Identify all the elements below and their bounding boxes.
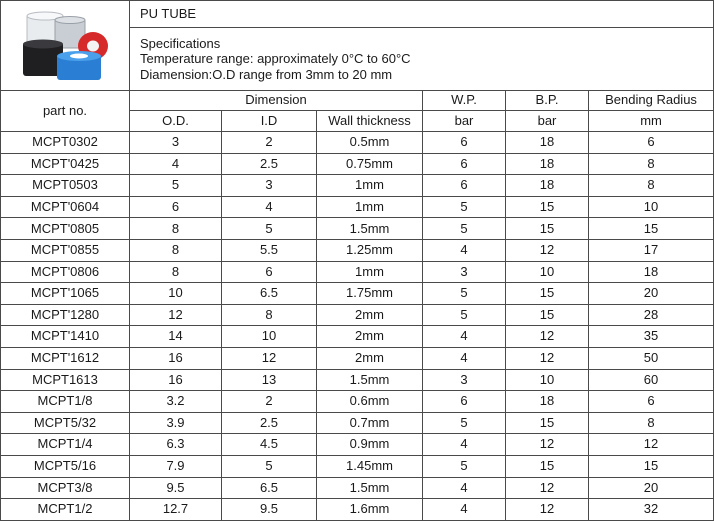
table-row	[1, 175, 714, 197]
spec-dimension-range: Diamension:O.D range from 3mm to 20 mm	[140, 66, 393, 82]
table-row	[1, 283, 714, 305]
product-title: PU TUBE	[130, 1, 714, 28]
cell-bending-radius: 8	[589, 412, 714, 434]
cell-bp: 15	[506, 412, 589, 434]
cell-od: 8	[130, 218, 222, 240]
cell-part-no: MCPT'0806	[1, 261, 130, 283]
cell-part-no: MCPT'0425	[1, 153, 130, 175]
table-row	[1, 369, 714, 391]
cell-wp: 5	[423, 283, 506, 305]
table-row	[1, 434, 714, 456]
cell-wp: 4	[423, 499, 506, 521]
cell-wp: 4	[423, 434, 506, 456]
cell-wall-thickness: 0.5mm	[317, 132, 423, 154]
cell-part-no: MCPT'1410	[1, 326, 130, 348]
cell-bp: 12	[506, 239, 589, 261]
cell-bending-radius: 6	[589, 132, 714, 154]
cell-wall-thickness: 1mm	[317, 261, 423, 283]
table-row	[1, 132, 714, 154]
cell-bp: 12	[506, 347, 589, 369]
table-row	[1, 153, 714, 175]
cell-od: 12	[130, 304, 222, 326]
cell-bending-radius: 18	[589, 261, 714, 283]
cell-wall-thickness: 1mm	[317, 196, 423, 218]
cell-od: 9.5	[130, 477, 222, 499]
header-bending-radius: Bending Radius	[589, 91, 714, 111]
cell-id: 6.5	[222, 477, 317, 499]
cell-wp: 4	[423, 347, 506, 369]
cell-bending-radius: 60	[589, 369, 714, 391]
cell-bp: 15	[506, 196, 589, 218]
cell-od: 3.2	[130, 391, 222, 413]
cell-wall-thickness: 1.5mm	[317, 477, 423, 499]
cell-bp: 10	[506, 369, 589, 391]
header-wp-unit: bar	[423, 111, 506, 132]
cell-part-no: MCPT5/16	[1, 455, 130, 477]
table-row	[1, 455, 714, 477]
cell-id: 2.5	[222, 153, 317, 175]
cell-wall-thickness: 0.6mm	[317, 391, 423, 413]
cell-od: 8	[130, 239, 222, 261]
table-row	[1, 239, 714, 261]
cell-part-no: MCPT1/8	[1, 391, 130, 413]
cell-id: 10	[222, 326, 317, 348]
cell-part-no: MCPT3/8	[1, 477, 130, 499]
cell-bending-radius: 10	[589, 196, 714, 218]
cell-bp: 18	[506, 153, 589, 175]
header-wall-thickness: Wall thickness	[317, 111, 423, 132]
cell-id: 6	[222, 261, 317, 283]
cell-wp: 6	[423, 175, 506, 197]
cell-wp: 6	[423, 132, 506, 154]
cell-wp: 5	[423, 218, 506, 240]
header-bp-unit: bar	[506, 111, 589, 132]
cell-bending-radius: 17	[589, 239, 714, 261]
cell-id: 9.5	[222, 499, 317, 521]
cell-bending-radius: 6	[589, 391, 714, 413]
cell-id: 4	[222, 196, 317, 218]
cell-id: 5	[222, 218, 317, 240]
cell-part-no: MCPT1/2	[1, 499, 130, 521]
header-dimension: Dimension	[130, 91, 423, 111]
cell-bending-radius: 28	[589, 304, 714, 326]
cell-bp: 10	[506, 261, 589, 283]
cell-wall-thickness: 1.45mm	[317, 455, 423, 477]
cell-id: 2	[222, 132, 317, 154]
cell-part-no: MCPT'1065	[1, 283, 130, 305]
cell-part-no: MCPT1613	[1, 369, 130, 391]
cell-od: 6	[130, 196, 222, 218]
header-id: I.D	[222, 111, 317, 132]
cell-bending-radius: 15	[589, 218, 714, 240]
cell-od: 12.7	[130, 499, 222, 521]
cell-wp: 6	[423, 391, 506, 413]
cell-id: 3	[222, 175, 317, 197]
cell-bp: 12	[506, 326, 589, 348]
cell-wp: 4	[423, 239, 506, 261]
cell-wall-thickness: 1.6mm	[317, 499, 423, 521]
cell-od: 16	[130, 369, 222, 391]
cell-wp: 5	[423, 455, 506, 477]
cell-bending-radius: 12	[589, 434, 714, 456]
cell-part-no: MCPT'0805	[1, 218, 130, 240]
cell-wp: 5	[423, 196, 506, 218]
cell-bp: 15	[506, 455, 589, 477]
cell-wall-thickness: 0.9mm	[317, 434, 423, 456]
cell-wall-thickness: 2mm	[317, 326, 423, 348]
table-row	[1, 304, 714, 326]
cell-wp: 6	[423, 153, 506, 175]
cell-id: 12	[222, 347, 317, 369]
cell-od: 7.9	[130, 455, 222, 477]
cell-bp: 12	[506, 434, 589, 456]
cell-bp: 15	[506, 283, 589, 305]
cell-part-no: MCPT'1280	[1, 304, 130, 326]
cell-id: 4.5	[222, 434, 317, 456]
cell-wall-thickness: 2mm	[317, 347, 423, 369]
cell-wp: 3	[423, 261, 506, 283]
cell-bending-radius: 15	[589, 455, 714, 477]
spec-heading: Specifications	[140, 35, 221, 51]
pu-tube-coils-photo-icon	[17, 8, 113, 84]
product-image-cell	[1, 1, 130, 91]
cell-bending-radius: 35	[589, 326, 714, 348]
cell-id: 2.5	[222, 412, 317, 434]
cell-part-no: MCPT5/32	[1, 412, 130, 434]
cell-part-no: MCPT'0855	[1, 239, 130, 261]
table-row	[1, 391, 714, 413]
cell-bending-radius: 8	[589, 175, 714, 197]
cell-part-no: MCPT0503	[1, 175, 130, 197]
cell-bending-radius: 20	[589, 477, 714, 499]
table-row	[1, 218, 714, 240]
cell-od: 3.9	[130, 412, 222, 434]
cell-wall-thickness: 1.75mm	[317, 283, 423, 305]
cell-bending-radius: 32	[589, 499, 714, 521]
cell-bp: 18	[506, 175, 589, 197]
spec-temperature: Temperature range: approximately 0°C to 60°C	[140, 51, 411, 67]
header-wp: W.P.	[423, 91, 506, 111]
cell-wall-thickness: 1.25mm	[317, 239, 423, 261]
cell-wp: 4	[423, 477, 506, 499]
table-row	[1, 347, 714, 369]
cell-wp: 5	[423, 304, 506, 326]
cell-id: 5	[222, 455, 317, 477]
cell-od: 6.3	[130, 434, 222, 456]
cell-bp: 18	[506, 132, 589, 154]
table-row	[1, 477, 714, 499]
data-rows	[1, 132, 714, 521]
cell-bending-radius: 8	[589, 153, 714, 175]
table-row	[1, 261, 714, 283]
header-bending-unit: mm	[589, 111, 714, 132]
cell-part-no: MCPT1/4	[1, 434, 130, 456]
cell-id: 5.5	[222, 239, 317, 261]
cell-part-no: MCPT'0604	[1, 196, 130, 218]
cell-wall-thickness: 0.75mm	[317, 153, 423, 175]
cell-od: 3	[130, 132, 222, 154]
cell-bp: 15	[506, 218, 589, 240]
header-od: O.D.	[130, 111, 222, 132]
table-row	[1, 196, 714, 218]
cell-od: 10	[130, 283, 222, 305]
cell-bp: 15	[506, 304, 589, 326]
cell-wp: 4	[423, 326, 506, 348]
cell-wall-thickness: 1mm	[317, 175, 423, 197]
cell-od: 4	[130, 153, 222, 175]
cell-wall-thickness: 1.5mm	[317, 369, 423, 391]
header-part-no: part no.	[1, 91, 130, 132]
cell-bp: 12	[506, 477, 589, 499]
cell-part-no: MCPT0302	[1, 132, 130, 154]
cell-bending-radius: 50	[589, 347, 714, 369]
cell-bending-radius: 20	[589, 283, 714, 305]
cell-id: 2	[222, 391, 317, 413]
cell-od: 14	[130, 326, 222, 348]
cell-wp: 3	[423, 369, 506, 391]
cell-wall-thickness: 0.7mm	[317, 412, 423, 434]
cell-od: 8	[130, 261, 222, 283]
table-row	[1, 499, 714, 521]
cell-part-no: MCPT'1612	[1, 347, 130, 369]
cell-od: 5	[130, 175, 222, 197]
cell-od: 16	[130, 347, 222, 369]
cell-wall-thickness: 2mm	[317, 304, 423, 326]
cell-id: 13	[222, 369, 317, 391]
cell-bp: 12	[506, 499, 589, 521]
table-row	[1, 412, 714, 434]
cell-wall-thickness: 1.5mm	[317, 218, 423, 240]
cell-id: 8	[222, 304, 317, 326]
table-row	[1, 326, 714, 348]
cell-id: 6.5	[222, 283, 317, 305]
cell-bp: 18	[506, 391, 589, 413]
header-bp: B.P.	[506, 91, 589, 111]
specifications-block	[130, 28, 714, 91]
cell-wp: 5	[423, 412, 506, 434]
